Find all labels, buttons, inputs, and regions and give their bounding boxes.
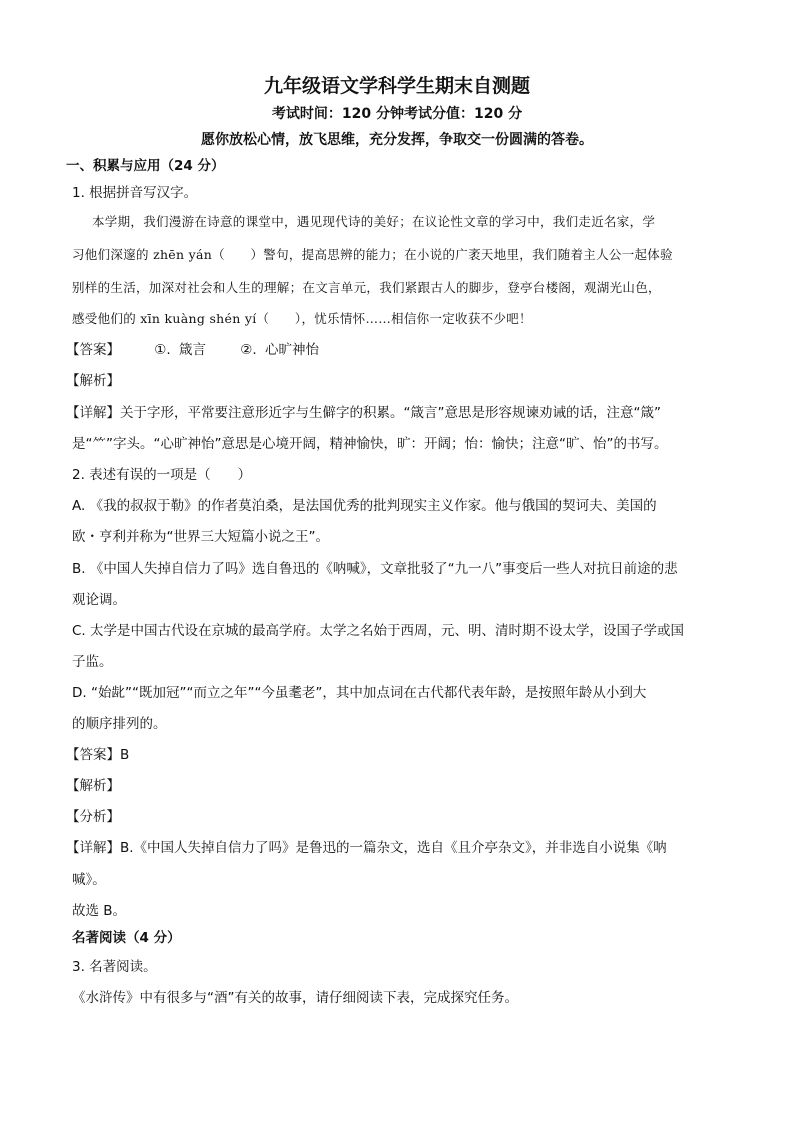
q2-fenxi-tag: 【分析】 xyxy=(66,809,120,825)
section-heading-reading: 名著阅读（4 分） xyxy=(72,930,181,946)
q1-stem: 1. 根据拼音写汉字。 xyxy=(72,185,198,201)
q1-passage-line: 习他们深邃的 zhēn yán（ ）警句，提高思辨的能力；在小说的广袤天地里，我们随着主人公一起体验 xyxy=(72,247,673,262)
q1-detail-line: 是“⺮”字头。“心旷神怡”意思是心境开阔，精神愉快，旷：开阔；怡：愉快；注意“旷、怡”的书写。 xyxy=(72,436,668,452)
answer-value: 心旷神怡 xyxy=(265,342,319,358)
answer-number: ①. xyxy=(154,342,171,358)
q1-answer xyxy=(66,341,319,359)
exam-wish: 愿你放松心情，放飞思维，充分发挥，争取交一份圆满的答卷。 xyxy=(201,132,593,148)
q2-option-b: B. 《中国人失掉自信力了吗》选自鲁迅的《呐喊》，文章批驳了“九一八”事变后一些人对抗日前途的悲 xyxy=(72,561,678,577)
section-heading-accumulation: 一、积累与应用（24 分） xyxy=(66,158,225,174)
q2-option-d: D. “始龀”“既加冠”“而立之年”“今虽耄老”，其中加点词在古代都代表年龄，是按照年龄从小到大 xyxy=(72,685,647,701)
q1-analysis-tag: 【解析】 xyxy=(66,373,120,389)
exam-info: 考试时间：120 分钟考试分值：120 分 xyxy=(271,106,523,122)
answer-number: ②. xyxy=(240,342,257,358)
q2-detail-line: 喊》。 xyxy=(72,872,106,888)
q2-option-c: C. 太学是中国古代设在京城的最高学府。太学之名始于西周，元、明、清时期不设太学，设国子学或国 xyxy=(72,623,685,639)
answer-tag: 【答案】 xyxy=(66,342,120,358)
q2-option-a: A. 《我的叔叔于勒》的作者莫泊桑，是法国优秀的批判现实主义作家。他与俄国的契诃夫、美国的 xyxy=(72,498,657,514)
q2-analysis-tag: 【解析】 xyxy=(66,778,120,794)
page-title: 九年级语文学科学生期末自测题 xyxy=(263,75,530,97)
q1-passage-line: 感受他们的 xīn kuàng shén yí（ ），忧乐情怀……相信你一定收获不少吧！ xyxy=(72,311,532,326)
q2-option-a-cont: 欧・亨利并称为“世界三大短篇小说之王”。 xyxy=(72,529,329,545)
q1-passage-line: 本学期，我们漫游在诗意的课堂中，遇见现代诗的美好；在议论性文章的学习中，我们走近名家，学 xyxy=(92,214,656,229)
q1-detail-line: 【详解】关于字形，平常要注意形近字与生僻字的积累。“箴言”意思是形容规谏劝诫的话，注意“箴” xyxy=(66,405,661,421)
q2-stem: 2. 表述有误的一项是（ ） xyxy=(72,467,252,483)
answer-value: 箴言 xyxy=(179,342,206,358)
q2-answer: 【答案】B xyxy=(66,747,130,763)
q2-detail-line: 【详解】B.《中国人失掉自信力了吗》是鲁迅的一篇杂文，选自《且介亭杂文》，并非选自小说集《呐 xyxy=(66,840,667,856)
q3-stem: 3. 名著阅读。 xyxy=(72,959,157,975)
q1-passage-line: 别样的生活，加深对社会和人生的理解；在文言单元，我们紧跟古人的脚步，登亭台楼阁，观湖光山色， xyxy=(72,280,661,295)
q2-option-b-cont: 观论调。 xyxy=(72,592,126,608)
q2-option-c-cont: 子监。 xyxy=(72,654,113,670)
q2-conclusion: 故选 B。 xyxy=(72,903,127,919)
q2-option-d-cont: 的顺序排列的。 xyxy=(72,716,167,732)
q3-intro: 《水浒传》中有很多与“酒”有关的故事，请仔细阅读下表，完成探究任务。 xyxy=(72,990,518,1006)
